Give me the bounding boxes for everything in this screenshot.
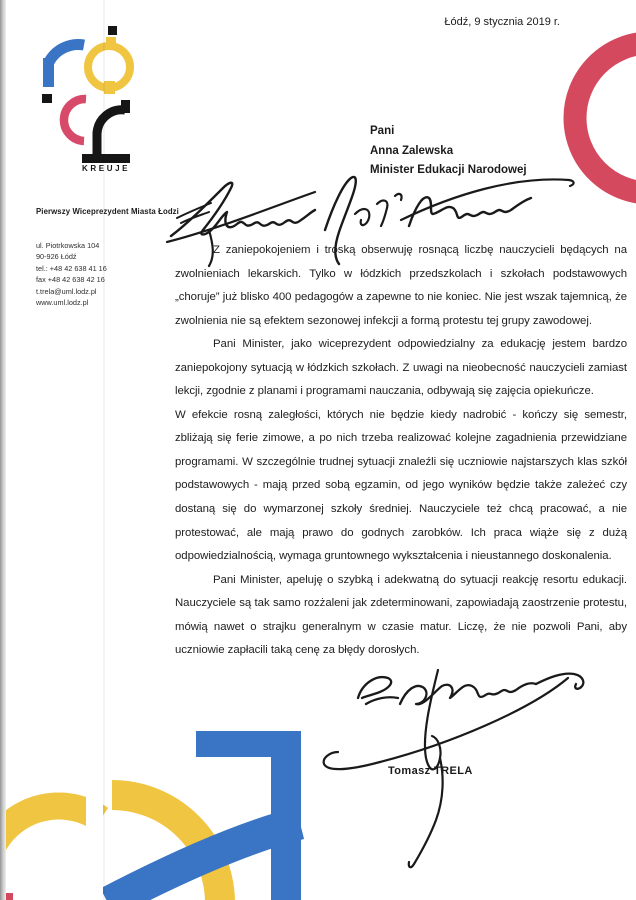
sender-address-line: t.trela@uml.lodz.pl (36, 286, 97, 296)
sender-address-line: tel.: +48 42 638 41 16 (36, 263, 107, 273)
recipient-line: Pani (370, 125, 395, 137)
body-paragraph: Z zaniepokojeniem i troską obserwuję rosnącą liczbę nauczycieli będących na zwolnieniach lekarskich. Tylko w łódzkich przedszkolach i szkołach podstawowych „choruje” już blisko 400 pedagogów a zapewne to nie koniec. Nie jest wszak tajemnicą, że zwolnienia nie są efektem sezonowej infekcji a formą protestu tej grupy zawodowej. (175, 244, 627, 327)
logo-letter-z (82, 100, 130, 163)
logo-kreuje-label: KREUJE (82, 164, 131, 173)
logo-dot (42, 94, 52, 103)
scan-fold-strip (86, 690, 103, 900)
lodz-kreuje-logo (30, 18, 140, 183)
body-paragraph: W efekcie rosną zaległości, których nie będzie kiedy nadrobić - kończy się semestr, zbliżają się ferie zimowe, a po nich trzeba realizować kolejne zagadnienia przewidziane programami. W szczególnie trudnej sytuacji znaleźli się uczniowie najstarszych klas szkół podstawowych - mają przed sobą egzamin, od jego wyników będzie także zależeć czy dostaną się do wymarzonej szkoły średniej. Nauczyciele też chcą pracować, a nie protestować, ale mają prawo do godnych zarobków. Ich praca wiąże się z dużą odpowiedzialnością, wymaga gruntownego wykształcenia i nieustannego doskonalenia. (175, 408, 627, 563)
scan-edge (0, 0, 6, 900)
body-paragraph: Pani Minister, apeluję o szybką i adekwatną do sytuacji reakcję resortu edukacji. Nauczyciele są tak samo rozżaleni jak zdeterminowani, zapowiadają zaostrzenie protestu, mówią nawet o strajku generalnym w czasie matur. Liczę, że nie pozwoli Pani, aby uczniowie zapłacili taką cenę za błędy dorosłych. (175, 573, 627, 657)
recipient-line: Minister Edukacji Narodowej (370, 164, 527, 176)
sender-address-line: www.uml.lodz.pl (36, 298, 89, 308)
signer-name: Tomasz TRELA (388, 765, 473, 777)
handwritten-salutation (165, 170, 580, 272)
sender-address-line: fax +48 42 638 42 16 (36, 275, 105, 285)
logo-letter-o (88, 46, 130, 94)
scan-fold-line (103, 0, 105, 900)
sender-title: Pierwszy Wiceprezydent Miasta Łodzi (36, 207, 179, 216)
yellow-ring-left (0, 806, 101, 900)
letter-body (175, 239, 627, 663)
body-paragraph: Pani Minister, jako wiceprezydent odpowiedzialny za edukację jestem bardzo zaniepokojony sytuacją w łódzkich szkołach. Z uwagi na nieobecność nauczycieli zamiast lekcji, zgodnie z planami i programami nauczania, odbywają się zajęcia opiekuńcze. (175, 338, 627, 398)
recipient-line: Anna Zalewska (370, 144, 454, 157)
logo-letter-d (64, 99, 86, 141)
date-line: Łódź, 9 stycznia 2019 r. (444, 16, 560, 28)
logo-letter-l (43, 44, 84, 87)
sender-address-block (36, 240, 107, 309)
handwritten-signature (280, 640, 600, 880)
sender-address-line: ul. Piotrkowska 104 (36, 241, 100, 250)
sender-address-line: 90-926 Łódź (36, 252, 77, 262)
